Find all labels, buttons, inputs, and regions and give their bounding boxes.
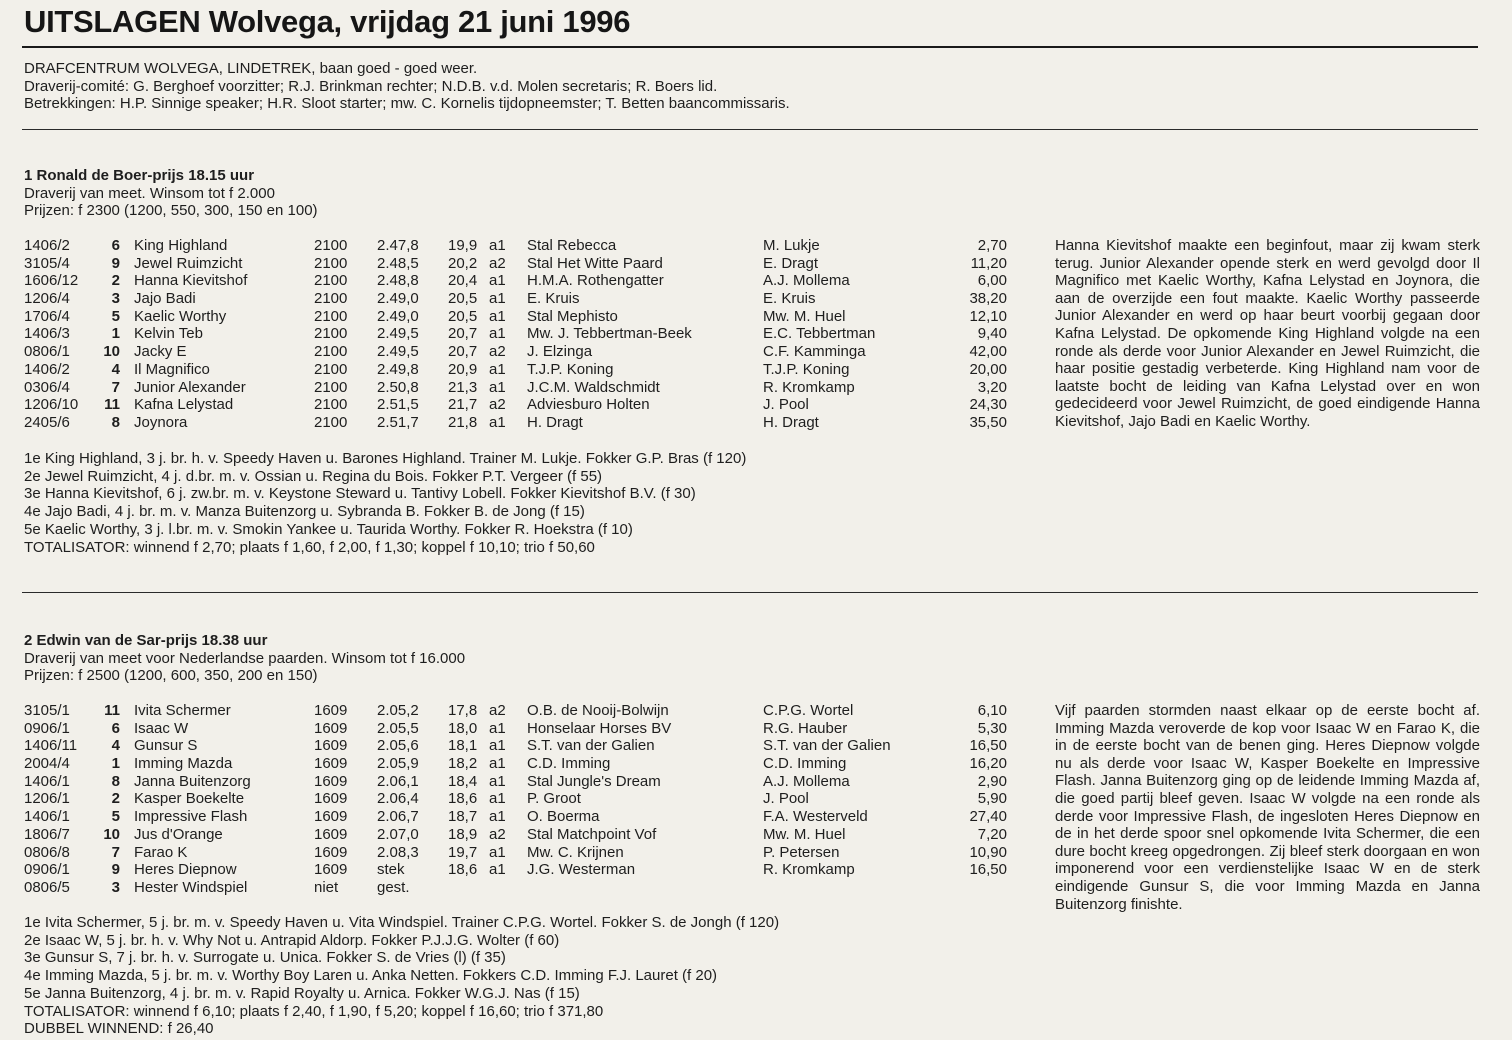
cell-owner: S.T. van der Galien [527, 737, 655, 755]
cell-perf: 1606/12 [24, 272, 79, 290]
cell-time: gest. [377, 878, 410, 896]
cell-driver: Mw. M. Huel [763, 307, 846, 325]
cell-horse: Janna Buitenzorg [134, 772, 251, 790]
cell-horse: Junior Alexander [134, 378, 246, 396]
cell-red: 21,3 [448, 378, 478, 396]
cell-start: a2 [489, 702, 506, 719]
cell-driver: E. Dragt [763, 254, 819, 272]
cell-nr: 9 [111, 254, 120, 272]
cell-horse: Isaac W [134, 719, 189, 737]
cell-owner: Stal Mephisto [527, 307, 618, 325]
cell-start: a1 [489, 307, 506, 325]
info-line-committee: Draverij-comité: G. Berghoef voorzitter; R.J. Brinkman rechter; N.D.B. v.d. Molen secretaris; R. Boers lid. [24, 77, 718, 95]
detail-line: 2e Jewel Ruimzicht, 4 j. d.br. m. v. Ossian u. Regina du Bois. Fokker P.T. Vergeer (f 55) [24, 467, 603, 485]
cell-time: 2.08,3 [377, 843, 419, 861]
cell-start: a1 [489, 237, 506, 254]
cell-dist: 1609 [314, 790, 348, 808]
cell-dist: 2100 [314, 413, 348, 431]
cell-dist: 2100 [314, 290, 348, 308]
cell-odds: 42,00 [969, 343, 1007, 361]
race-1-conditions: Draverij van meet. Winsom tot f 2.000 [24, 184, 275, 202]
cell-red: 21,8 [448, 413, 478, 431]
race-1-details [24, 450, 746, 556]
cell-odds: 10,90 [969, 843, 1007, 861]
cell-owner: Stal Matchpoint Vof [527, 825, 657, 843]
cell-time: 2.48,5 [377, 254, 419, 272]
cell-odds: 6,00 [977, 272, 1007, 290]
detail-line: TOTALISATOR: winnend f 2,70; plaats f 1,60, f 2,00, f 1,30; koppel f 10,10; trio f 50,60 [24, 538, 595, 556]
cell-start: a1 [489, 272, 506, 290]
race-2-header [24, 632, 465, 685]
cell-horse: Impressive Flash [134, 808, 248, 826]
cell-horse: Jajo Badi [134, 290, 196, 308]
cell-owner: Stal Rebecca [527, 237, 617, 254]
cell-perf: 0806/1 [24, 343, 70, 361]
cell-driver: S.T. van der Galien [763, 737, 891, 755]
cell-driver: A.J. Mollema [763, 772, 850, 790]
cell-perf: 1406/1 [24, 808, 70, 826]
cell-nr: 3 [111, 290, 120, 308]
cell-horse: Imming Mazda [134, 755, 233, 773]
cell-red: 18,6 [448, 790, 478, 808]
cell-owner: Mw. J. Tebbertman-Beek [527, 325, 692, 343]
cell-dist: 1609 [314, 825, 348, 843]
cell-nr: 2 [111, 790, 120, 808]
cell-start: a1 [489, 737, 506, 755]
cell-dist: 2100 [314, 360, 348, 378]
cell-horse: Joynora [134, 413, 188, 431]
cell-perf: 0306/4 [24, 378, 70, 396]
cell-red: 20,5 [448, 290, 478, 308]
cell-perf: 1406/2 [24, 360, 70, 378]
cell-dist: 2100 [314, 237, 348, 254]
cell-start: a1 [489, 772, 506, 790]
cell-driver: J. Pool [763, 396, 809, 414]
race-2-conditions: Draverij van meet voor Nederlandse paarden. Winsom tot f 16.000 [24, 649, 466, 667]
cell-start: a1 [489, 843, 506, 861]
cell-dist: 1609 [314, 755, 348, 773]
cell-nr: 7 [111, 843, 120, 861]
cell-horse: Heres Diepnow [134, 861, 237, 879]
cell-time: 2.51,5 [377, 396, 419, 414]
cell-dist: 2100 [314, 343, 348, 361]
cell-time: 2.51,7 [377, 413, 419, 431]
cell-horse: Hanna Kievitshof [134, 272, 248, 290]
cell-dist: 2100 [314, 254, 348, 272]
cell-horse: Jewel Ruimzicht [134, 254, 243, 272]
detail-line: 2e Isaac W, 5 j. br. h. v. Why Not u. Antrapid Aldorp. Fokker P.J.J.G. Wolter (f 60) [24, 931, 560, 949]
cell-red: 20,7 [448, 343, 478, 361]
cell-perf: 1206/1 [24, 790, 70, 808]
cell-time: 2.49,0 [377, 307, 419, 325]
cell-odds: 35,50 [969, 413, 1007, 431]
cell-start: a1 [489, 360, 506, 378]
cell-time: 2.48,8 [377, 272, 419, 290]
detail-line: 3e Gunsur S, 7 j. br. h. v. Surrogate u. Unica. Fokker S. de Vries (l) (f 35) [24, 949, 506, 967]
cell-driver: E. Kruis [763, 290, 816, 308]
cell-nr: 10 [103, 825, 120, 843]
cell-driver: C.F. Kamminga [763, 343, 866, 361]
cell-perf: 1206/4 [24, 290, 70, 308]
detail-line: 1e Ivita Schermer, 5 j. br. m. v. Speedy Haven u. Vita Windspiel. Trainer C.P.G. Wortel. Fokker S. de Jongh (f 120) [24, 914, 780, 931]
cell-time: 2.06,7 [377, 808, 419, 826]
cell-owner: P. Groot [527, 790, 581, 808]
cell-dist: 1609 [314, 843, 348, 861]
cell-nr: 6 [111, 719, 120, 737]
cell-odds: 24,30 [969, 396, 1007, 414]
cell-perf: 1406/3 [24, 325, 70, 343]
race-1-header [24, 167, 318, 220]
race-1-prizes: Prijzen: f 2300 (1200, 550, 300, 150 en 100) [24, 202, 318, 220]
page-title: UITSLAGEN Wolvega, vrijdag 21 juni 1996 [24, 4, 631, 39]
cell-nr: 9 [111, 861, 120, 879]
detail-line: 3e Hanna Kievitshof, 6 j. zw.br. m. v. Keystone Steward u. Tantivy Lobell. Fokker Kievitshof B.V. (f 30) [24, 485, 696, 503]
cell-owner: Honselaar Horses BV [527, 719, 672, 737]
cell-red: 18,4 [448, 772, 478, 790]
detail-line: 1e King Highland, 3 j. br. h. v. Speedy Haven u. Barones Highland. Trainer M. Lukje. Fokker G.P. Bras (f 120) [24, 450, 747, 467]
cell-perf: 3105/1 [24, 702, 70, 719]
cell-horse: Hester Windspiel [134, 878, 248, 896]
race-2-prizes: Prijzen: f 2500 (1200, 600, 350, 200 en 150) [24, 667, 318, 685]
cell-driver: M. Lukje [763, 237, 820, 254]
cell-odds: 12,10 [969, 307, 1007, 325]
cell-start: a2 [489, 254, 506, 272]
cell-dist: 2100 [314, 378, 348, 396]
cell-time: 2.05,9 [377, 755, 419, 773]
cell-start: a1 [489, 861, 506, 879]
cell-horse: Kaelic Worthy [134, 307, 227, 325]
info-line-officials: Betrekkingen: H.P. Sinnige speaker; H.R. Sloot starter; mw. C. Kornelis tijdopneemster; T. Betten baancommissaris. [24, 95, 790, 113]
cell-owner: H. Dragt [527, 413, 583, 431]
cell-owner: J.C.M. Waldschmidt [527, 378, 660, 396]
cell-start: a1 [489, 719, 506, 737]
cell-time: 2.49,5 [377, 325, 419, 343]
cell-owner: Mw. C. Krijnen [527, 843, 624, 861]
cell-perf: 1406/11 [24, 737, 78, 755]
cell-perf: 0806/5 [24, 878, 70, 896]
cell-red: 19,7 [448, 843, 478, 861]
cell-time: 2.07,0 [377, 825, 419, 843]
race-2-comment [1055, 702, 1480, 913]
cell-nr: 11 [104, 702, 120, 719]
cell-owner: O.B. de Nooij-Bolwijn [527, 702, 669, 719]
cell-time: stek [377, 861, 405, 879]
cell-driver: R.G. Hauber [763, 719, 848, 737]
cell-start: a1 [489, 413, 506, 431]
cell-driver: J. Pool [763, 790, 809, 808]
cell-nr: 4 [111, 737, 120, 755]
cell-red: 20,5 [448, 307, 478, 325]
cell-start: a1 [489, 378, 506, 396]
cell-horse: Farao K [134, 843, 188, 861]
cell-nr: 2 [111, 272, 120, 290]
cell-start: a1 [489, 290, 506, 308]
cell-perf: 0906/1 [24, 719, 70, 737]
cell-driver: R. Kromkamp [763, 378, 855, 396]
cell-time: 2.05,2 [377, 702, 419, 719]
cell-perf: 1206/10 [24, 396, 79, 414]
cell-perf: 1406/2 [24, 237, 70, 254]
cell-dist: 1609 [314, 772, 348, 790]
detail-line: 5e Janna Buitenzorg, 4 j. br. m. v. Rapid Royalty u. Arnica. Fokker W.G.J. Nas (f 15) [24, 984, 580, 1002]
header-info [24, 60, 790, 113]
cell-odds: 9,40 [977, 325, 1007, 343]
cell-dist: 1609 [314, 861, 348, 879]
cell-driver: C.D. Imming [763, 755, 847, 773]
cell-perf: 2004/4 [24, 755, 70, 773]
cell-odds: 2,90 [977, 772, 1007, 790]
cell-time: 2.49,0 [377, 290, 419, 308]
cell-odds: 7,20 [977, 825, 1007, 843]
cell-red: 21,7 [448, 396, 478, 414]
cell-nr: 5 [111, 808, 120, 826]
cell-nr: 8 [111, 413, 120, 431]
cell-driver: T.J.P. Koning [763, 360, 850, 378]
cell-red: 20,2 [448, 254, 478, 272]
cell-odds: 16,50 [969, 861, 1007, 879]
cell-nr: 1 [111, 325, 120, 343]
cell-driver: H. Dragt [763, 413, 819, 431]
cell-time: 2.50,8 [377, 378, 419, 396]
detail-line: 5e Kaelic Worthy, 3 j. l.br. m. v. Smokin Yankee u. Taurida Worthy. Fokker R. Hoekstra (f 10) [24, 520, 633, 538]
cell-driver: A.J. Mollema [763, 272, 850, 290]
cell-start: a1 [489, 755, 506, 773]
cell-red: 20,9 [448, 360, 478, 378]
cell-driver: F.A. Westerveld [763, 808, 868, 826]
cell-nr: 10 [103, 343, 120, 361]
cell-nr: 6 [111, 237, 120, 254]
cell-dist: 1609 [314, 737, 348, 755]
cell-perf: 1406/1 [24, 772, 70, 790]
cell-nr: 7 [111, 378, 120, 396]
cell-start: a2 [489, 396, 506, 414]
race-2-details [24, 914, 779, 1038]
cell-horse: King Highland [134, 237, 228, 254]
race-1-comment-text: Hanna Kievitshof maakte een beginfout, maar zij kwam sterk terug. Junior Alexander opende sterk en werd gevolgd door Il Magnifico met Kaelic Worthy, Kafna Lelystad en Joynora, die aan de overzijde een fout maakte. Kaelic Worthy passeerde Junior Alexander en werd op haar beurt voorbij gegaan door Kafna Lelystad. De opkomende King Highland volgde na een ronde als derde voor Junior Alexander en Jewel Ruimzicht, die haar positie gestadig verbeterde. King Highland nam voor de laatste bocht de leiding van Kafna Lelystad over en won gedecideerd voor Jewel Ruimzicht, de goed eindigende Hanna Kievitshof, Jajo Badi en Kaelic Worthy. [1055, 237, 1480, 430]
cell-owner: T.J.P. Koning [527, 360, 614, 378]
cell-start: a1 [489, 808, 506, 826]
cell-start: a1 [489, 325, 506, 343]
cell-start: a1 [489, 790, 506, 808]
cell-odds: 38,20 [969, 290, 1007, 308]
cell-driver: C.P.G. Wortel [763, 702, 854, 719]
cell-odds: 16,50 [969, 737, 1007, 755]
cell-time: 2.06,4 [377, 790, 419, 808]
detail-line: DUBBEL WINNEND: f 26,40 [24, 1020, 214, 1038]
cell-start: a2 [489, 343, 506, 361]
cell-odds: 20,00 [969, 360, 1007, 378]
cell-perf: 0906/1 [24, 861, 70, 879]
title-divider [22, 46, 1478, 48]
cell-dist: 1609 [314, 702, 348, 719]
cell-odds: 27,40 [969, 808, 1007, 826]
cell-horse: Il Magnifico [134, 360, 210, 378]
cell-red: 20,4 [448, 272, 478, 290]
cell-horse: Ivita Schermer [134, 702, 231, 719]
cell-odds: 6,10 [977, 702, 1007, 719]
cell-odds: 11,20 [970, 254, 1007, 272]
race-2-title: 2 Edwin van de Sar-prijs 18.38 uur [24, 632, 268, 649]
cell-dist: 2100 [314, 307, 348, 325]
cell-time: 2.06,1 [377, 772, 419, 790]
cell-red: 17,8 [448, 702, 478, 719]
cell-red: 18,7 [448, 808, 478, 826]
cell-time: 2.05,6 [377, 737, 419, 755]
cell-odds: 2,70 [977, 237, 1007, 254]
detail-line: TOTALISATOR: winnend f 6,10; plaats f 2,40, f 1,90, f 5,20; koppel f 16,60; trio f 371,80 [24, 1002, 604, 1020]
race-1-title: 1 Ronald de Boer-prijs 18.15 uur [24, 167, 255, 184]
cell-time: 2.05,5 [377, 719, 419, 737]
cell-time: 2.47,8 [377, 237, 419, 254]
cell-perf: 1806/7 [24, 825, 70, 843]
cell-nr: 4 [111, 360, 120, 378]
detail-line: 4e Jajo Badi, 4 j. br. m. v. Manza Buitenzorg u. Sybranda B. Fokker B. de Jong (f 15) [24, 503, 585, 521]
cell-horse: Jacky E [134, 343, 187, 361]
cell-nr: 5 [111, 307, 120, 325]
cell-owner: Stal Jungle's Dream [527, 772, 661, 790]
cell-red: 18,9 [448, 825, 478, 843]
cell-owner: E. Kruis [527, 290, 580, 308]
detail-line: 4e Imming Mazda, 5 j. br. m. v. Worthy Boy Laren u. Anka Netten. Fokkers C.D. Imming F.J. Lauret (f 20) [24, 967, 718, 985]
cell-horse: Kafna Lelystad [134, 396, 234, 414]
cell-owner: O. Boerma [527, 808, 600, 826]
cell-driver: P. Petersen [763, 843, 840, 861]
info-line-track: DRAFCENTRUM WOLVEGA, LINDETREK, baan goed - goed weer. [24, 60, 478, 77]
cell-owner: J. Elzinga [527, 343, 593, 361]
cell-red: 18,2 [448, 755, 478, 773]
race-2-comment-text: Vijf paarden stormden naast elkaar op de eerste bocht af. Imming Mazda veroverde de kop voor Isaac W en Farao K, die in de eerste bocht van de benen ging. Heres Diepnow volgde nu als derde voor Isaac W, Kasper Boekelte en Impressive Flash. Janna Buitenzorg ging op de leidende Imming Mazda af, die goed partij bleef geven. Isaac W volgde na een ronde als derde voor Impressive Flash, de ingesloten Heres Diepnow en de in het derde spoor snel opkomende Ivita Schermer, die een dure bocht kreeg opgedrongen. Zij bleef sterk doorgaan en won imponerend voor een verdienstelijke Isaac W en de sterk eindigende Gunsur S, die voor Imming Mazda en Janna Buitenzorg finishte. [1055, 702, 1480, 913]
cell-driver: Mw. M. Huel [763, 825, 846, 843]
section-divider [22, 129, 1478, 130]
cell-time: 2.49,5 [377, 343, 419, 361]
cell-red: 20,7 [448, 325, 478, 343]
cell-owner: C.D. Imming [527, 755, 611, 773]
section-divider [22, 592, 1478, 593]
cell-red: 18,1 [448, 737, 478, 755]
cell-odds: 5,90 [977, 790, 1007, 808]
cell-owner: H.M.A. Rothengatter [527, 272, 664, 290]
cell-horse: Kelvin Teb [134, 325, 203, 343]
cell-time: 2.49,8 [377, 360, 419, 378]
cell-dist: 2100 [314, 325, 348, 343]
cell-driver: R. Kromkamp [763, 861, 855, 879]
cell-red: 18,6 [448, 861, 478, 879]
cell-nr: 1 [111, 755, 120, 773]
cell-horse: Kasper Boekelte [134, 790, 245, 808]
cell-driver: E.C. Tebbertman [763, 325, 876, 343]
cell-nr: 3 [111, 878, 120, 896]
cell-nr: 8 [111, 772, 120, 790]
cell-owner: J.G. Westerman [527, 861, 636, 879]
cell-dist: 2100 [314, 272, 348, 290]
cell-dist: 1609 [314, 719, 348, 737]
cell-dist: 1609 [314, 808, 348, 826]
cell-owner: Adviesburo Holten [527, 396, 650, 414]
cell-odds: 5,30 [977, 719, 1007, 737]
cell-odds: 3,20 [977, 378, 1007, 396]
cell-horse: Jus d'Orange [134, 825, 223, 843]
cell-red: 18,0 [448, 719, 478, 737]
cell-perf: 1706/4 [24, 307, 70, 325]
cell-perf: 3105/4 [24, 254, 70, 272]
cell-dist: niet [314, 878, 339, 896]
cell-horse: Gunsur S [134, 737, 198, 755]
cell-dist: 2100 [314, 396, 348, 414]
cell-red: 19,9 [448, 237, 478, 254]
cell-odds: 16,20 [969, 755, 1007, 773]
cell-perf: 2405/6 [24, 413, 70, 431]
cell-start: a2 [489, 825, 506, 843]
cell-owner: Stal Het Witte Paard [527, 254, 663, 272]
race-1-comment [1055, 237, 1480, 431]
cell-perf: 0806/8 [24, 843, 70, 861]
cell-nr: 11 [104, 396, 120, 414]
